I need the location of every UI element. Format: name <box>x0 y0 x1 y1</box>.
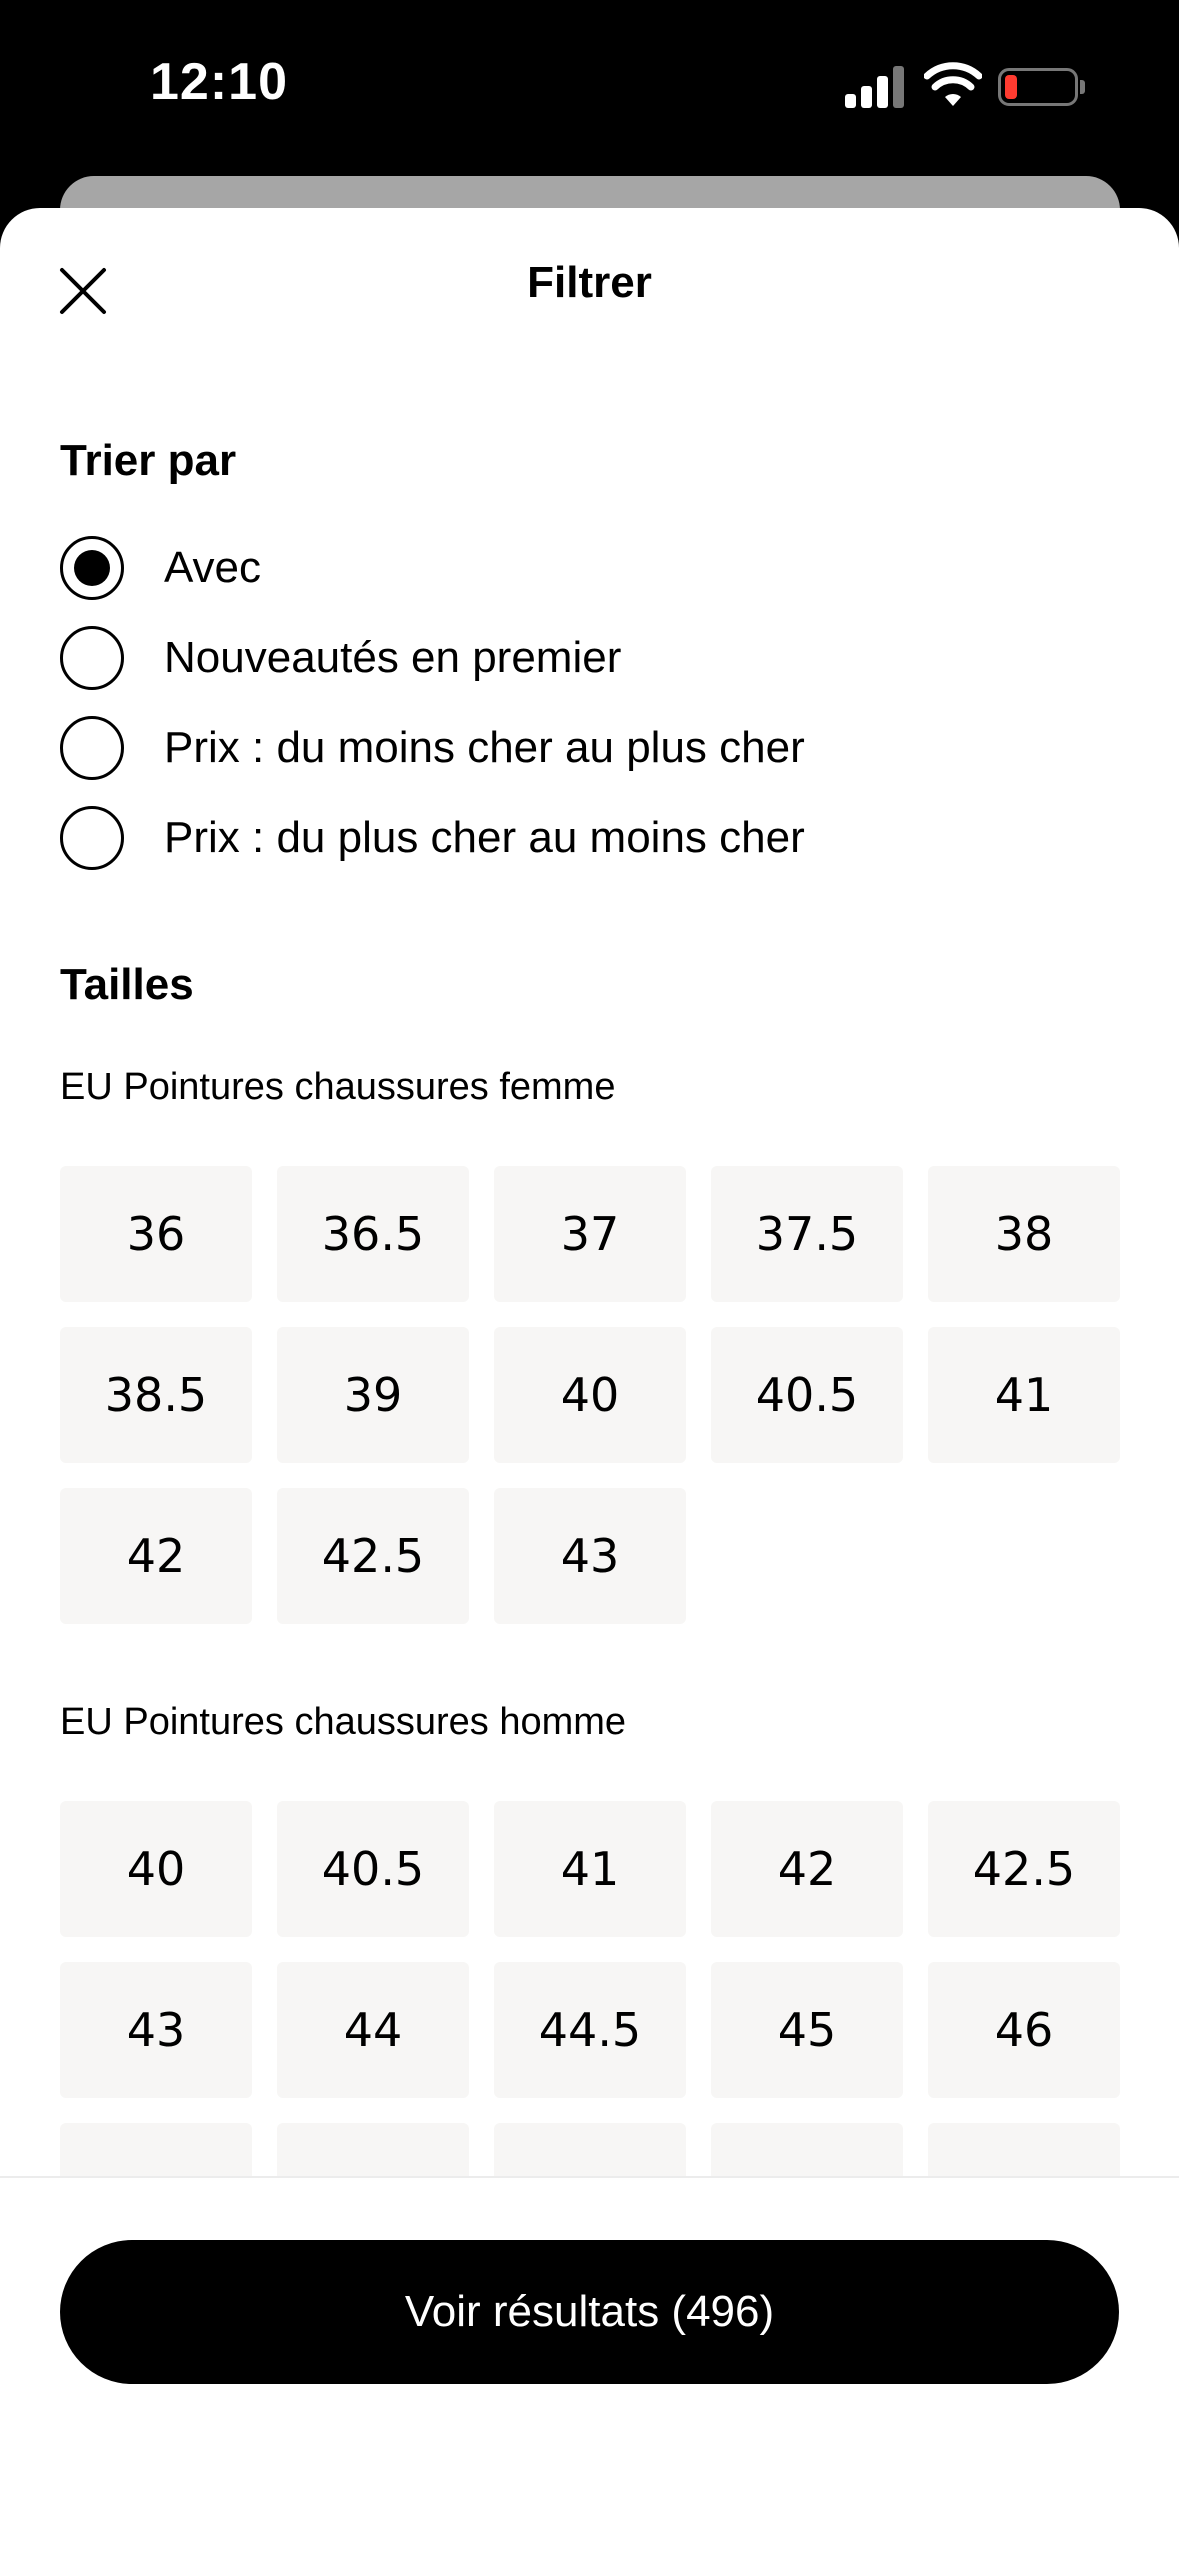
radio-unchecked-icon[interactable] <box>60 626 124 690</box>
sheet-footer <box>0 2176 1179 2556</box>
size-chip[interactable]: 46 <box>928 1962 1120 2098</box>
sort-option-avec[interactable] <box>60 536 261 600</box>
sizes-section-title: Tailles <box>60 960 194 1009</box>
radio-unchecked-icon[interactable] <box>60 806 124 870</box>
women-size-grid <box>60 1166 1120 1624</box>
size-chip[interactable]: 37.5 <box>711 1166 903 1302</box>
men-sizes-label: EU Pointures chaussures homme <box>60 1701 627 1743</box>
size-chip[interactable]: 45 <box>711 1962 903 2098</box>
status-time: 12:10 <box>150 53 288 111</box>
radio-checked-icon[interactable] <box>60 536 124 600</box>
size-chip[interactable]: 41 <box>928 1327 1120 1463</box>
show-results-button[interactable]: Voir résultats (496) <box>60 2240 1119 2384</box>
size-chip[interactable]: 40 <box>60 1801 252 1937</box>
size-chip[interactable]: 39 <box>277 1327 469 1463</box>
size-chip[interactable]: 43 <box>60 1962 252 2098</box>
cellular-signal-icon <box>845 66 905 108</box>
size-chip[interactable]: 44.5 <box>494 1962 686 2098</box>
filter-sheet <box>0 208 1179 2556</box>
size-chip[interactable]: 40.5 <box>711 1327 903 1463</box>
size-chip[interactable]: 43 <box>494 1488 686 1624</box>
size-chip[interactable]: 40.5 <box>277 1801 469 1937</box>
size-chip[interactable]: 42 <box>60 1488 252 1624</box>
sort-option-label: Nouveautés en premier <box>164 633 622 682</box>
battery-icon <box>998 68 1078 106</box>
size-chip[interactable]: 38.5 <box>60 1327 252 1463</box>
size-chip[interactable]: 42.5 <box>277 1488 469 1624</box>
size-chip[interactable]: 42.5 <box>928 1801 1120 1937</box>
size-chip[interactable]: 36.5 <box>277 1166 469 1302</box>
size-chip[interactable]: 40 <box>494 1327 686 1463</box>
women-sizes-label: EU Pointures chaussures femme <box>60 1066 616 1108</box>
sort-section-title: Trier par <box>60 436 237 485</box>
status-bar <box>0 0 1179 176</box>
sort-option-label: Prix : du plus cher au moins cher <box>164 813 805 862</box>
wifi-icon <box>924 62 982 108</box>
size-chip[interactable]: 44 <box>277 1962 469 2098</box>
sort-option-price-asc[interactable] <box>60 716 805 780</box>
sort-option-newest[interactable] <box>60 626 621 690</box>
size-chip[interactable]: 36 <box>60 1166 252 1302</box>
size-chip[interactable]: 42 <box>711 1801 903 1937</box>
sort-option-label: Prix : du moins cher au plus cher <box>164 723 805 772</box>
size-chip[interactable]: 38 <box>928 1166 1120 1302</box>
sheet-title: Filtrer <box>527 258 652 307</box>
size-chip[interactable]: 37 <box>494 1166 686 1302</box>
sort-option-label: Avec <box>164 543 262 592</box>
battery-tip <box>1080 80 1085 94</box>
size-chip[interactable]: 41 <box>494 1801 686 1937</box>
sort-option-price-desc[interactable] <box>60 806 805 870</box>
radio-unchecked-icon[interactable] <box>60 716 124 780</box>
